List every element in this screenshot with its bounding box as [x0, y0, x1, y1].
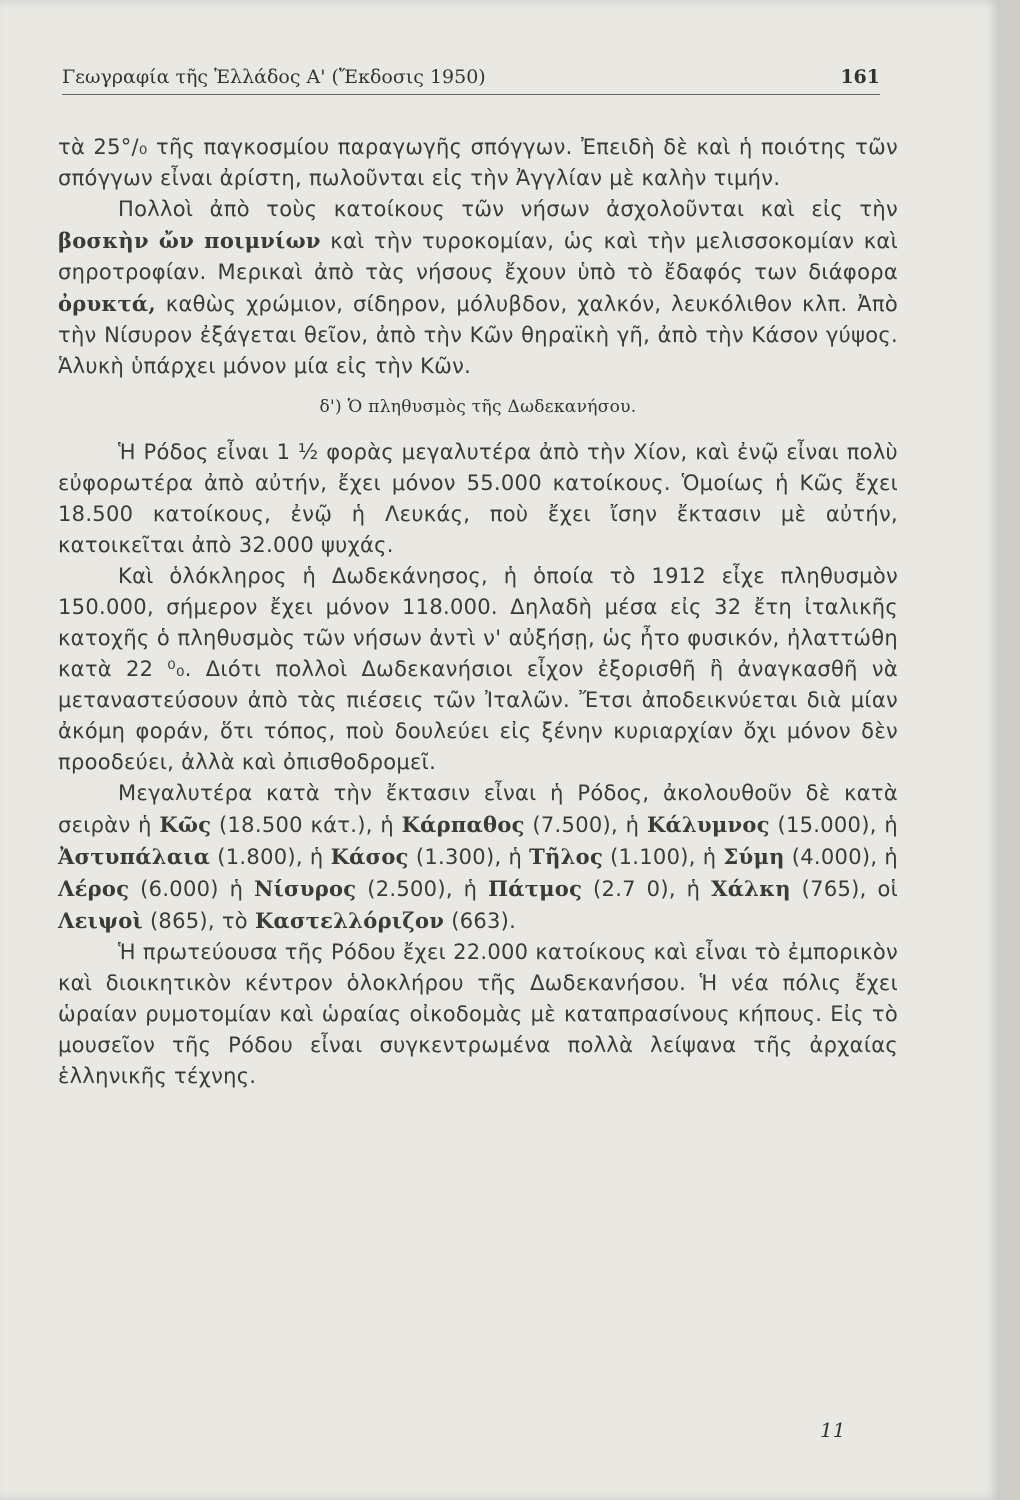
paragraph-4: Καὶ ὁλόκληρος ἡ Δωδεκάνησος, ἡ ὁποία τὸ 1912 εἶχε πληθυσμὸν 150.000, σήμερον ἔχει μόνον 118.000. Δηλαδὴ μέσα εἰς 32 ἔτη ἰταλικῆς κατοχῆς ὁ πληθυσμὸς τῶν νήσων ἀντὶ ν' αὐξήσῃ, ὡς ἦτο φυσικόν, ἠλαττώθη κατὰ 22 ⁰₀. Διότι πολλοὶ Δωδεκανήσιοι εἶχον ἐξορισθῆ ἢ ἀναγκασθῆ νὰ μεταναστεύσουν ἀπὸ τὰς πιέσεις τῶν Ἰταλῶν. Ἔτσι ἀποδεικνύεται διὰ μίαν ἀκόμη φοράν, ὅτι τόπος, ποὺ δουλεύει εἰς ξένην κυριαρχίαν ὄχι μόνον δὲν προοδεύει, ἀλλὰ καὶ ὀπισθοδρομεῖ. — [58, 564, 898, 774]
island-name: Τῆλος — [529, 844, 604, 869]
island-name: Πάτμος — [488, 876, 583, 901]
island-population: (4.000), ἡ — [784, 845, 898, 869]
island-name: Ἀστυπάλαια — [58, 844, 211, 869]
island-list — [58, 813, 898, 933]
island-population: (2.500), ἡ — [356, 877, 489, 901]
island-population: (6.000) ἡ — [129, 877, 255, 901]
island-population: (18.500 κάτ.), ἡ — [211, 813, 402, 837]
island-name: Κάσος — [330, 844, 409, 869]
paragraph-1: τὰ 25°/₀ τῆς παγκοσμίου παραγωγῆς σπόγγων. Ἐπειδὴ δὲ καὶ ἡ ποιότης τῶν σπόγγων εἶναι ἀρίστη, πωλοῦνται εἰς τὴν Ἀγγλίαν μὲ καλὴν τιμήν. — [58, 135, 898, 190]
island-population: (765), οἱ — [790, 877, 899, 901]
emphasis-minerals: ὀρυκτά, — [58, 291, 156, 316]
emphasis-livestock: βοσκὴν ὤν ποιμνίων — [58, 228, 321, 253]
island-name: Καστελλόριζον — [254, 908, 445, 933]
island-name: Λέρος — [58, 876, 130, 901]
island-population: (2.7 0), ἡ — [582, 877, 712, 901]
island-name: Κῶς — [159, 812, 212, 837]
island-population: (1.100), ἡ — [603, 845, 724, 869]
paragraph-6: Ἡ πρωτεύουσα τῆς Ρόδου ἔχει 22.000 κατοίκους καὶ εἶναι τὸ ἐμπορικὸν καὶ διοικητικὸν κέντρον ὁλοκλήρου τῆς Δωδεκανήσου. Ἡ νέα πόλις ἔχει ὡραίαν ρυμοτομίαν καὶ ὡραίας οἰκοδομὰς μὲ καταπρασίνους κήπους. Εἰς τὸ μουσεῖον τῆς Ρόδου εἶναι συγκεντρωμένα πολλὰ λείψανα τῆς ἀρχαίας ἑλληνικῆς τέχνης. — [58, 940, 898, 1088]
island-population: (7.500), ἡ — [524, 813, 647, 837]
island-name: Κάρπαθος — [401, 812, 525, 837]
paragraph-3: Ἡ Ρόδος εἶναι 1 ½ φορὰς μεγαλυτέρα ἀπὸ τὴν Χίον, καὶ ἐνῷ εἶναι πολὺ εὐφορωτέρα ἀπὸ αὐτήν, ἔχει μόνον 55.000 κατοίκους. Ὁμοίως ἡ Κῶς ἔχει 18.500 κατοίκους, ἐνῷ ἡ Λευκάς, ποὺ ἔχει ἴσην ἔκτασιν μὲ αὐτήν, κατοικεῖται ἀπὸ 32.000 ψυχάς. — [58, 440, 898, 557]
section-heading: δ') Ὁ πληθυσμὸς τῆς Δωδεκανήσου. — [319, 397, 637, 417]
island-population: (1.300), ἡ — [408, 845, 530, 869]
signature-mark: 11 — [820, 1418, 846, 1442]
island-name: Σύμη — [723, 844, 785, 869]
island-name: Λειψοὶ — [58, 908, 143, 933]
island-name: Χάλκη — [711, 876, 791, 901]
island-name: Νίσυρος — [254, 876, 357, 901]
island-population: (1.800), ἡ — [210, 845, 331, 869]
body-text — [58, 132, 898, 1092]
page-number: 161 — [840, 66, 880, 88]
island-population: (15.000), ἡ — [769, 813, 898, 837]
running-header — [62, 62, 880, 95]
island-population: (865), τὸ — [142, 909, 255, 933]
island-name: Κάλυμνος — [646, 812, 770, 837]
paragraph-5: Μεγαλυτέρα κατὰ τὴν ἔκτασιν εἶναι ἡ Ρόδος, ἀκολουθοῦν δὲ κατὰ σειρὰν ἡ Κῶς (18.500 κάτ.), ἡ Κάρπαθος (7.500), ἡ Κάλυμνος (15.000), ἡ Ἀστυπάλαια (1.800), ἡ Κάσος (1.300), ἡ Τῆλος (1.100), ἡ Σύμη (4.000), ἡ Λέρος (6.000) ἡ Νίσυρος (2.500), ἡ Πάτμος (2.7 0), ἡ Χάλκη (765), οἱ Λειψοὶ (865), τὸ Καστελλόριζον (663). — [58, 781, 899, 933]
header-title: Γεωγραφία τῆς Ἑλλάδος Α' (Ἔκδοσις 1950) — [62, 66, 486, 88]
paragraph-2: Πολλοὶ ἀπὸ τοὺς κατοίκους τῶν νήσων ἀσχολοῦνται καὶ εἰς τὴν βοσκὴν ὤν ποιμνίων καὶ τὴν τυροκομίαν, ὡς καὶ τὴν μελισσοκομίαν καὶ σηροτροφίαν. Μερικαὶ ἀπὸ τὰς νήσους ἔχουν ὑπὸ τὸ ἔδαφός των διάφορα ὀρυκτά, καθὼς χρώμιον, σίδηρον, μόλυβδον, χαλκόν, λευκόλιθον κλπ. Ἀπὸ τὴν Νίσυρον ἐξάγεται θεῖον, ἀπὸ τὴν Κῶν θηραϊκὴ γῆ, ἀπὸ τὴν Κάσον γύψος. Ἁλυκὴ ὑπάρχει μόνον μία εἰς τὴν Κῶν. — [58, 197, 898, 378]
island-population: (663). — [444, 909, 517, 933]
